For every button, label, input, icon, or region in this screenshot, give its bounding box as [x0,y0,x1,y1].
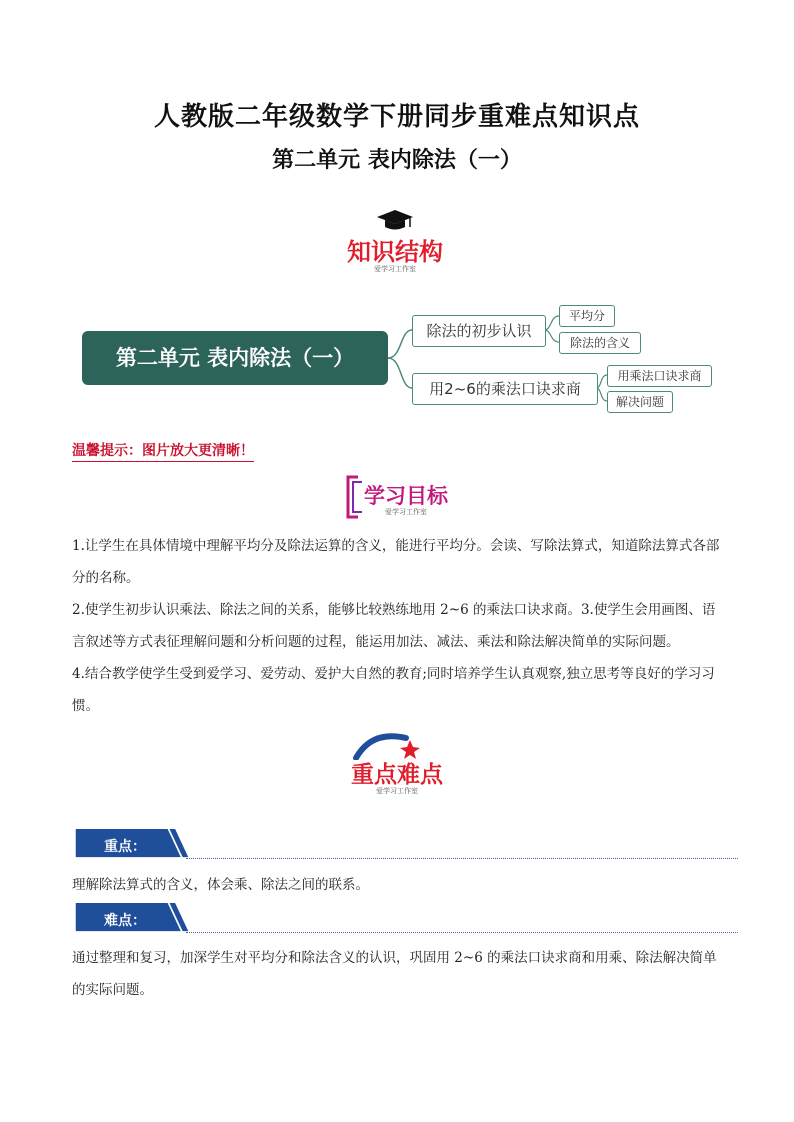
divider [186,858,738,859]
structure-badge-sub: 爱学习工作室 [374,265,416,273]
mindmap-leaf-times-table: 用乘法口诀求商 [607,365,712,387]
difficult-point-text: 通过整理和复习，加深学生对平均分和除法含义的认识，巩固用 2~6 的乘法口诀求商和用乘、除法解决简单的实际问题。 [72,950,717,998]
goal-3: 4.结合教学使学生受到爱学习、爱劳动、爱护大自然的教育;同时培养学生认真观察,独立思考等良好的学习习惯。 [72,666,715,714]
structure-badge-title: 知识结构 [347,238,443,266]
goals-badge-title: 学习目标 [364,484,448,508]
goal-2: 2.使学生初步认识乘法、除法之间的关系，能够比较熟练地用 2~6 的乘法口诀求商。3.使学生会用画图、语言叙述等方式表征理解问题和分析问题的过程，能运用加法、减法、乘法和除法解决简单的实际问题。 [72,602,716,650]
mindmap-root: 第二单元 表内除法（一） [82,331,388,385]
learning-goals [72,530,724,722]
mindmap-branch-times-table-quotient: 用2~6的乘法口诀求商 [412,373,598,405]
goals-badge-sub: 爱学习工作室 [385,508,427,516]
mindmap-leaf-equal-share: 平均分 [559,305,615,327]
mindmap-leaf-problem-solving: 解决问题 [607,391,673,413]
key-point-text: 理解除法算式的含义，体会乘、除法之间的联系。 [72,877,369,893]
zoom-tip: 温馨提示：图片放大更清晰！ [72,440,254,462]
mindmap-branch-division-intro: 除法的初步认识 [412,315,546,347]
goals-badge [344,474,452,520]
key-points-badge-sub: 爱学习工作室 [376,787,418,795]
key-points-badge-title: 重点难点 [351,762,443,788]
mindmap-leaf-division-meaning: 除法的含义 [559,332,641,354]
difficult-point-label: 难点： [104,913,146,929]
divider [186,932,738,933]
key-point-label: 重点： [104,839,146,855]
page-title: 人教版二年级数学下册同步重难点知识点 [153,102,640,132]
goal-1: 1.让学生在具体情境中理解平均分及除法运算的含义，能进行平均分。会读、写除法算式，知道除法算式各部分的名称。 [72,538,720,586]
page-subtitle: 第二单元 表内除法（一） [272,148,522,173]
key-points-badge [344,730,450,796]
